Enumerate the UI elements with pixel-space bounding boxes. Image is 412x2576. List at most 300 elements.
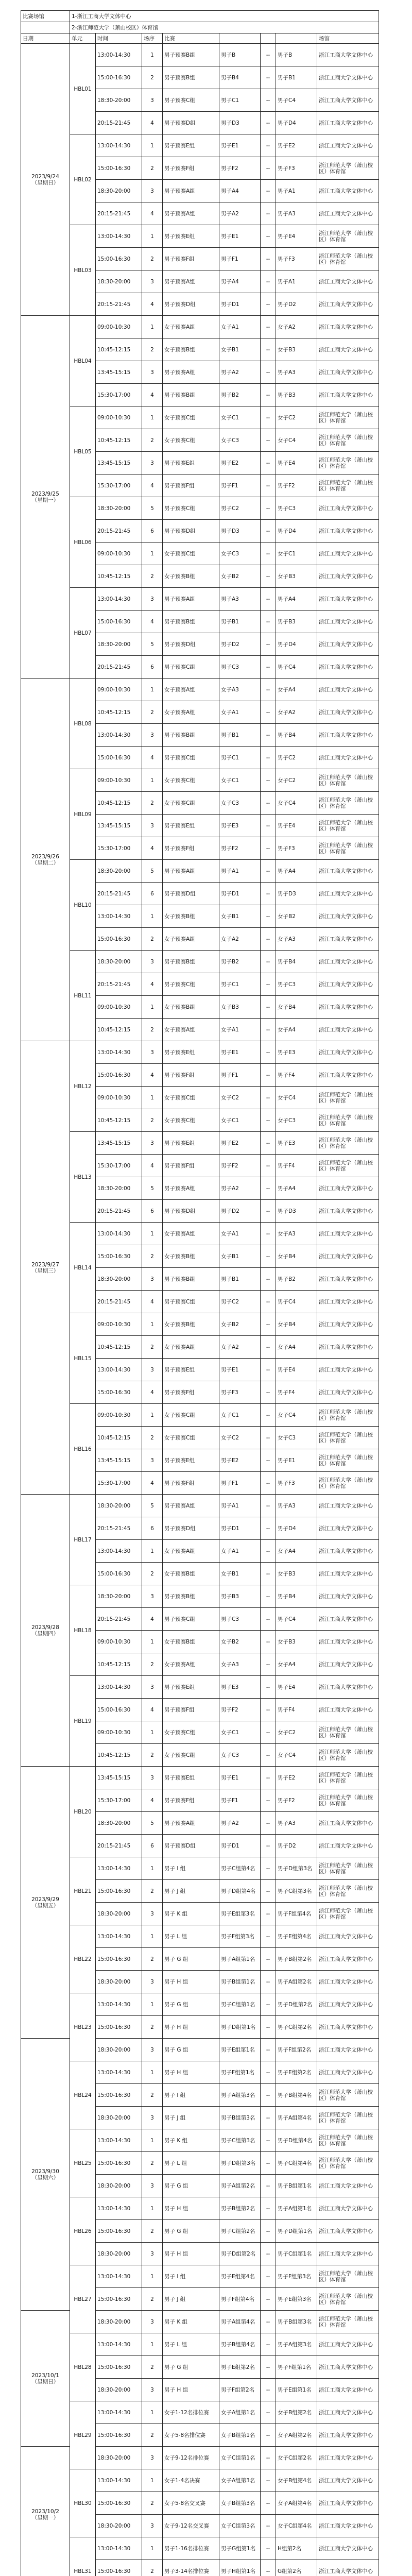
cell-vs: -- [261,1109,276,1132]
cell-team-a: 男子D1 [219,1517,261,1540]
unit-cell: HBL12 [70,1041,96,1132]
cell-order: 6 [142,1835,163,1857]
table-row [21,679,379,701]
cell-venue: 浙江工商大学文体中心 [317,1971,379,1993]
cell-team-b: 男子D组第3名 [276,1857,317,1880]
cell-team-a: 男子A1 [219,860,261,883]
cell-venue: 浙江工商大学文体中心 [317,996,379,1019]
date-cell [21,2039,70,2311]
cell-team-a: 女子C1 [219,406,261,429]
cell-time: 13:45-15:15 [96,815,142,837]
cell-team-a: 男子C3 [219,1608,261,1631]
cell-time: 18:30-20:00 [96,1177,142,1200]
cell-time: 10:45-12:15 [96,565,142,588]
table-row [21,2265,379,2288]
cell-team-b: 男子A3 [276,1495,317,1517]
cell-order: 6 [142,1517,163,1540]
cell-time: 13:45-15:15 [96,452,142,474]
cell-match: 女子预赛C组 [163,1721,219,1744]
table-row [21,1132,379,1155]
cell-time: 13:00-14:30 [96,2265,142,2288]
cell-venue: 浙江工商大学文体中心 [317,1993,379,2016]
cell-order: 2 [142,2560,163,2576]
cell-match: 男子 I 组 [163,1857,219,1880]
cell-vs: -- [261,520,276,543]
cell-team-a: 男子A1 [219,1495,261,1517]
cell-order: 2 [142,2084,163,2107]
cell-vs: -- [261,2424,276,2447]
cell-time: 15:00-16:30 [96,2152,142,2175]
cell-match: 男子预赛E组 [163,1041,219,1064]
cell-vs: -- [261,1767,276,1789]
header-unit: 单元 [70,33,96,44]
cell-match: 男子预赛F组 [163,1472,219,1495]
cell-venue: 浙江工商大学文体中心 [317,338,379,361]
cell-time: 15:00-16:30 [96,2084,142,2107]
cell-match: 女子预赛B组 [163,338,219,361]
cell-venue: 浙江师范大学（萧山校区）体育馆 [317,474,379,497]
cell-time: 20:15-21:45 [96,883,142,905]
cell-team-b: 女子C3 [276,1109,317,1132]
cell-venue: 浙江工商大学文体中心 [317,384,379,406]
cell-venue: 浙江工商大学文体中心 [317,1200,379,1223]
cell-team-b: 男子C组第2名 [276,2016,317,2039]
cell-order: 3 [142,1359,163,1381]
cell-venue: 浙江工商大学文体中心 [317,1540,379,1563]
cell-vs: -- [261,1268,276,1291]
unit-cell: HBL26 [70,2197,96,2265]
unit-cell: HBL24 [70,2061,96,2129]
cell-match: 女子预赛A组 [163,928,219,951]
cell-match: 男子预赛D组 [163,633,219,656]
cell-team-a: 男子E1 [219,134,261,157]
cell-vs: -- [261,2243,276,2265]
cell-time: 13:45-15:15 [96,1449,142,1472]
cell-team-a: 男子A4 [219,270,261,293]
cell-order: 4 [142,1381,163,1404]
cell-team-a: 男子E1 [219,1767,261,1789]
cell-match: 女子9-12名排位赛 [163,2447,219,2469]
cell-match: 男子预赛B组 [163,724,219,747]
cell-team-b: 男子B4 [276,1585,317,1608]
cell-venue: 浙江工商大学文体中心 [317,1495,379,1517]
cell-team-b: 女子B3 [276,1563,317,1585]
cell-time: 13:00-14:30 [96,1540,142,1563]
cell-team-b: 男子F组第4名 [276,1903,317,1925]
cell-match: 男子预赛D组 [163,520,219,543]
cell-order: 2 [142,2424,163,2447]
table-row [21,588,379,611]
table-row [21,2401,379,2424]
cell-time: 15:00-16:30 [96,2424,142,2447]
cell-match: 男子预赛C组 [163,656,219,679]
unit-cell: HBL02 [70,134,96,225]
unit-cell: HBL06 [70,497,96,588]
table-row [21,769,379,792]
cell-venue: 浙江工商大学文体中心 [317,611,379,633]
cell-team-b: 男子C4 [276,1608,317,1631]
cell-team-a: 女子B1 [219,1563,261,1585]
cell-vs: -- [261,316,276,338]
venue-label-empty [21,22,70,33]
cell-order: 4 [142,1472,163,1495]
cell-match: 男子 H 组 [163,2061,219,2084]
date-cell [21,316,70,679]
cell-team-b: 女子A2 [276,316,317,338]
cell-vs: -- [261,815,276,837]
cell-order: 4 [142,1699,163,1721]
cell-vs: -- [261,1563,276,1585]
cell-team-b: 男子B4 [276,724,317,747]
cell-team-b: 女子C4 [276,1087,317,1109]
cell-order: 4 [142,1789,163,1812]
cell-time: 09:00-10:30 [96,316,142,338]
cell-team-b: 男子F组第2名 [276,2039,317,2061]
cell-venue: 浙江工商大学文体中心 [317,1925,379,1948]
cell-vs: -- [261,973,276,996]
cell-time: 13:45-15:15 [96,1767,142,1789]
cell-vs: -- [261,565,276,588]
table-row [21,44,379,66]
cell-team-b: 男子E2 [276,1767,317,1789]
cell-match: 男子预赛C组 [163,1291,219,1313]
cell-order: 3 [142,361,163,384]
cell-vs: -- [261,2356,276,2379]
cell-venue: 浙江工商大学文体中心 [317,361,379,384]
cell-team-b: 男子B组第2名 [276,1948,317,1971]
cell-team-b: 女子B组第2名 [276,2401,317,2424]
cell-venue: 浙江工商大学文体中心 [317,270,379,293]
cell-vs: -- [261,452,276,474]
cell-team-b: 女子A2 [276,701,317,724]
cell-match: 男子 I 组 [163,2265,219,2288]
cell-time: 13:00-14:30 [96,2129,142,2152]
cell-order: 2 [142,157,163,180]
cell-team-a: 女子C1 [219,769,261,792]
cell-order: 5 [142,497,163,520]
cell-match: 男子预赛A组 [163,270,219,293]
cell-venue: 浙江工商大学文体中心 [317,2220,379,2243]
cell-venue: 浙江工商大学文体中心 [317,565,379,588]
cell-order: 6 [142,1200,163,1223]
cell-order: 3 [142,1132,163,1155]
cell-vs: -- [261,656,276,679]
cell-team-b: 男子E4 [276,1359,317,1381]
cell-venue: 浙江工商大学文体中心 [317,44,379,66]
date-cell [21,1041,70,1495]
cell-team-a: 男子D3 [219,520,261,543]
cell-order: 4 [142,837,163,860]
cell-order: 4 [142,112,163,134]
cell-match: 男子预赛F组 [163,1381,219,1404]
cell-team-b: 男子F4 [276,1699,317,1721]
cell-venue: 浙江师范大学（萧山校区）体育馆 [317,2265,379,2288]
cell-order: 3 [142,951,163,973]
cell-vs: -- [261,1835,276,1857]
cell-time: 15:00-16:30 [96,2492,142,2515]
cell-team-a: 男子D组第2名 [219,2243,261,2265]
cell-order: 1 [142,1540,163,1563]
cell-venue: 浙江工商大学文体中心 [317,2061,379,2084]
cell-venue: 浙江师范大学（萧山校区）体育馆 [317,2311,379,2333]
cell-venue: 浙江师范大学（萧山校区）体育馆 [317,769,379,792]
cell-vs: -- [261,1903,276,1925]
cell-vs: -- [261,883,276,905]
cell-match: 男子预赛E组 [163,452,219,474]
cell-venue: 浙江工商大学文体中心 [317,1041,379,1064]
cell-team-a: 女子C组第1名 [219,2447,261,2469]
cell-vs: -- [261,1449,276,1472]
cell-team-a: 男子F1 [219,474,261,497]
cell-match: 女子预赛C组 [163,1087,219,1109]
cell-team-b: 女子C4 [276,1404,317,1427]
cell-match: 男子 G 组 [163,2356,219,2379]
cell-match: 男子预赛B组 [163,1585,219,1608]
cell-order: 1 [142,769,163,792]
cell-team-a: 男子C1 [219,89,261,112]
cell-team-b: 男子F2 [276,1789,317,1812]
cell-order: 2 [142,701,163,724]
cell-venue: 浙江工商大学文体中心 [317,1948,379,1971]
cell-order: 3 [142,1449,163,1472]
cell-order: 2 [142,565,163,588]
date-value: 2023/9/28 [31,1624,59,1631]
table-row [21,316,379,338]
cell-order: 2 [142,66,163,89]
cell-team-a: 女子A1 [219,1019,261,1041]
cell-match: 男子 J 组 [163,2288,219,2311]
cell-order: 1 [142,406,163,429]
cell-team-a: 女子B2 [219,1631,261,1653]
cell-vs: -- [261,1699,276,1721]
unit-cell: HBL09 [70,769,96,860]
date-value: 2023/9/24 [31,173,59,180]
cell-order: 2 [142,2356,163,2379]
cell-order: 1 [142,543,163,565]
date-weekday: （星期日） [31,179,59,186]
header-venue: 场馆 [317,33,379,44]
cell-match: 男子预赛B组 [163,1268,219,1291]
unit-cell: HBL29 [70,2401,96,2469]
cell-match: 女子1-4名决赛 [163,2469,219,2492]
cell-team-b: 男子D组第4名 [276,2129,317,2152]
cell-match: 女子预赛B组 [163,1563,219,1585]
date-cell [21,44,70,316]
cell-team-b: 男子D3 [276,1200,317,1223]
cell-team-a: 男子F1 [219,1064,261,1087]
cell-order: 2 [142,1245,163,1268]
cell-match: 女子预赛A组 [163,1540,219,1563]
cell-order: 2 [142,928,163,951]
cell-team-a: 男子F2 [219,1155,261,1177]
cell-venue: 浙江工商大学文体中心 [317,293,379,316]
unit-cell: HBL30 [70,2469,96,2537]
cell-team-a: 男子F1 [219,1789,261,1812]
cell-order: 2 [142,2220,163,2243]
cell-order: 1 [142,2401,163,2424]
cell-vs: -- [261,928,276,951]
cell-time: 20:15-21:45 [96,293,142,316]
cell-team-a: 男子B组第2名 [219,2197,261,2220]
cell-team-a: 男子B1 [219,611,261,633]
cell-team-b: 男子E2 [276,134,317,157]
cell-time: 15:00-16:30 [96,66,142,89]
cell-venue: 浙江师范大学（萧山校区）体育馆 [317,1404,379,1427]
cell-time: 15:30-17:00 [96,1155,142,1177]
cell-time: 20:15-21:45 [96,1200,142,1223]
header-date: 日期 [21,33,70,44]
cell-team-a: 女子A3 [219,1653,261,1676]
cell-team-a: 男子B1 [219,724,261,747]
table-row [21,1041,379,1064]
cell-match: 女子预赛C组 [163,1427,219,1449]
cell-match: 女子预赛B组 [163,905,219,928]
cell-vs: -- [261,1132,276,1155]
cell-venue: 浙江师范大学（萧山校区）体育馆 [317,452,379,474]
cell-team-b: 男子E3 [276,1132,317,1155]
cell-venue: 浙江工商大学文体中心 [317,1019,379,1041]
cell-order: 1 [142,2061,163,2084]
cell-match: 女子预赛A组 [163,1223,219,1245]
cell-order: 5 [142,1177,163,1200]
cell-team-a: 女子B1 [219,1245,261,1268]
cell-team-a: 男子F2 [219,157,261,180]
cell-match: 男子预赛D组 [163,112,219,134]
cell-match: 男子预赛F组 [163,248,219,270]
cell-vs: -- [261,44,276,66]
cell-team-a: 男子F组第1名 [219,2061,261,2084]
cell-order: 3 [142,815,163,837]
cell-time: 18:30-20:00 [96,1903,142,1925]
cell-team-a: 男子B组第3名 [219,2107,261,2129]
cell-vs: -- [261,2537,276,2560]
cell-venue: 浙江师范大学（萧山校区）体育馆 [317,2084,379,2107]
cell-match: 男子预赛E组 [163,1676,219,1699]
cell-venue: 浙江工商大学文体中心 [317,588,379,611]
cell-venue: 浙江工商大学文体中心 [317,1381,379,1404]
unit-cell: HBL16 [70,1404,96,1495]
cell-order: 3 [142,2243,163,2265]
cell-venue: 浙江师范大学（萧山校区）体育馆 [317,1789,379,1812]
cell-team-b: 女子B3 [276,1631,317,1653]
cell-venue: 浙江工商大学文体中心 [317,1608,379,1631]
cell-team-b: 男子E4 [276,1676,317,1699]
cell-venue: 浙江工商大学文体中心 [317,951,379,973]
cell-vs: -- [261,543,276,565]
cell-time: 15:00-16:30 [96,928,142,951]
cell-vs: -- [261,406,276,429]
cell-time: 18:30-20:00 [96,1585,142,1608]
cell-team-a: 男子A组第3名 [219,2084,261,2107]
cell-venue: 浙江工商大学文体中心 [317,2401,379,2424]
cell-time: 09:00-10:30 [96,679,142,701]
venue-name-1: 1-浙江工商大学文体中心 [70,11,379,22]
cell-match: 男子预赛F组 [163,1155,219,1177]
cell-team-a: 男子C2 [219,1291,261,1313]
cell-match: 男子预赛F组 [163,1064,219,1087]
cell-team-b: 女子A3 [276,1223,317,1245]
cell-order: 5 [142,633,163,656]
cell-time: 15:00-16:30 [96,2356,142,2379]
cell-team-a: 男子C组第3名 [219,2129,261,2152]
table-row [21,1313,379,1336]
date-cell [21,1767,70,2039]
cell-match: 男子预赛C组 [163,497,219,520]
cell-time: 10:45-12:15 [96,338,142,361]
cell-match: 女子1-12名排位赛 [163,2401,219,2424]
table-row [21,1925,379,1948]
cell-team-a: 女子C3 [219,543,261,565]
cell-time: 13:00-14:30 [96,1993,142,2016]
cell-time: 18:30-20:00 [96,180,142,202]
cell-vs: -- [261,270,276,293]
cell-vs: -- [261,361,276,384]
cell-time: 15:30-17:00 [96,1789,142,1812]
cell-venue: 浙江工商大学文体中心 [317,2424,379,2447]
cell-venue: 浙江工商大学文体中心 [317,701,379,724]
cell-time: 13:00-14:30 [96,724,142,747]
cell-team-b: 女子A组第2名 [276,2424,317,2447]
cell-team-a: 女子B2 [219,565,261,588]
cell-vs: -- [261,747,276,769]
cell-order: 3 [142,1676,163,1699]
cell-venue: 浙江工商大学文体中心 [317,928,379,951]
cell-order: 3 [142,270,163,293]
cell-time: 18:30-20:00 [96,633,142,656]
cell-team-b: 男子A3 [276,1812,317,1835]
cell-venue: 浙江工商大学文体中心 [317,2175,379,2197]
date-weekday: （星期一） [31,497,59,503]
cell-vs: -- [261,1381,276,1404]
cell-team-a: 男子B2 [219,951,261,973]
cell-time: 18:30-20:00 [96,1812,142,1835]
cell-venue: 浙江工商大学文体中心 [317,1585,379,1608]
cell-order: 1 [142,679,163,701]
cell-vs: -- [261,1427,276,1449]
cell-order: 3 [142,2447,163,2469]
cell-match: 女子预赛C组 [163,543,219,565]
cell-time: 13:00-14:30 [96,2469,142,2492]
cell-match: 女子预赛B组 [163,1245,219,1268]
cell-time: 15:00-16:30 [96,1948,142,1971]
cell-vs: -- [261,951,276,973]
cell-team-a: 男子E组第1名 [219,2039,261,2061]
venue-row-label [21,11,379,22]
cell-time: 15:00-16:30 [96,157,142,180]
cell-time: 09:00-10:30 [96,1087,142,1109]
cell-vs: -- [261,180,276,202]
cell-team-a: 女子C组第3名 [219,2515,261,2537]
cell-venue: 浙江工商大学文体中心 [317,747,379,769]
cell-venue: 浙江工商大学文体中心 [317,520,379,543]
cell-team-b: 男子C3 [276,973,317,996]
cell-team-b: 男子E3 [276,1041,317,1064]
cell-vs: -- [261,2220,276,2243]
cell-team-a: 女子C3 [219,792,261,815]
cell-match: 女子预赛B组 [163,565,219,588]
cell-team-b: 男子C2 [276,747,317,769]
cell-order: 2 [142,2152,163,2175]
cell-order: 2 [142,1653,163,1676]
cell-order: 1 [142,225,163,248]
cell-time: 18:30-20:00 [96,89,142,112]
cell-order: 2 [142,429,163,452]
cell-order: 4 [142,973,163,996]
cell-team-a: 女子A组第1名 [219,2401,261,2424]
cell-venue: 浙江工商大学文体中心 [317,1313,379,1336]
cell-team-b: 男子A4 [276,588,317,611]
cell-match: 女子预赛A组 [163,1019,219,1041]
